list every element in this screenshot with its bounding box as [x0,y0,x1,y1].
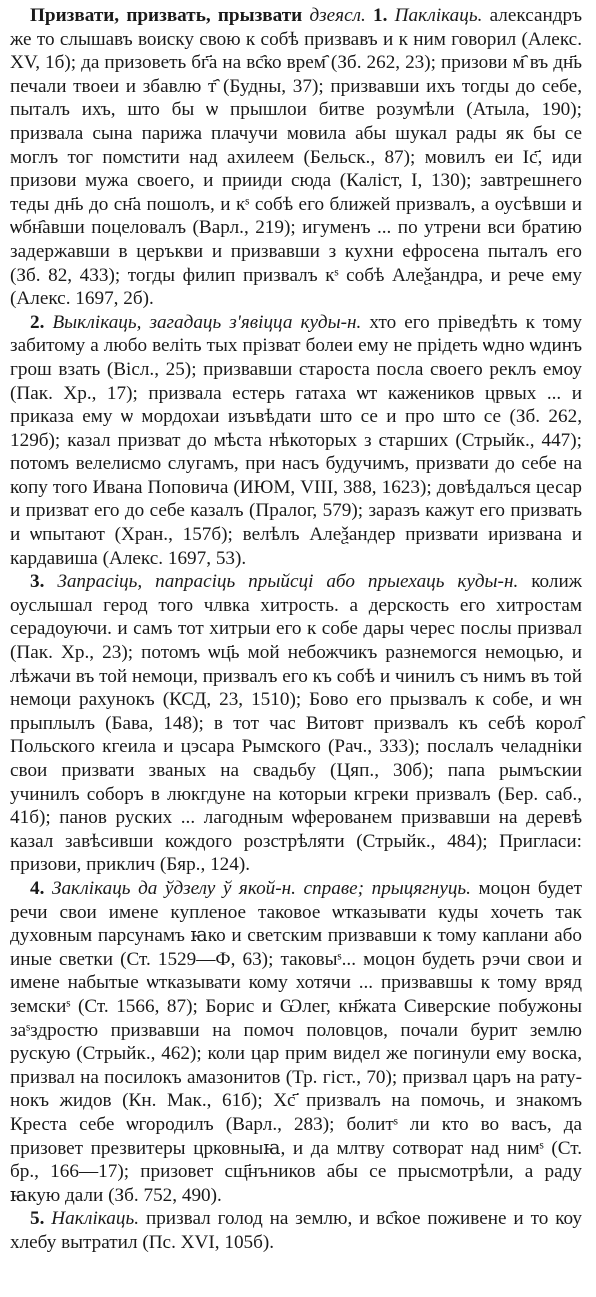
sense-3 [10,570,582,877]
sense-definition: Заклікаць да ўдзелу ў якой-н. справе; прыцягнуць. [51,877,471,899]
sense-number: 3. [30,571,45,593]
sense-definition: Запрасіць, папрасіць прыйсці або прыехаць куды-н. [57,571,519,593]
grammar-label: дзеясл. [309,5,366,26]
sense-citations: колиж оуслышал герод того члвка хитрость. а дерскость его хитростам серадоуючи. и самъ тот хитрыи его к собе дары черес послы призвал (Пак. Хр., 23); потомъ ѡц҃ь мой небожчикъ разнемогся немоцью, и лѣжачи въ той немоци, призвалъ его къ собѣ и чинилъ съ нимъ въ той немоци рахунокъ (КСД, 23, 1510); Бово его прызвалъ к собе, и ѡн прыплылъ (Бава, 148); в тот час Витовт призвалъ къ себѣ корол҄ Польского кгеила и цэсара Рымского (Рач., 333); послалъ челадніки свои призвати званых на свадьбу (Цяп., 30б); папа рымъскии учинилъ соборъ в люкгдуне на которыи кгреки призвалъ (Бер. саб., 41б); панов руских ... лагодным ѡферованем призвавши на деревѣ казал завѣсивши кождого розстрѣляти (Стрыйк., 484); Пригласи: призови, приклич (Бяр., 124). [10,571,582,876]
sense-number: 1. [373,5,388,26]
sense-definition: Паклікаць. [394,5,483,26]
sense-definition: Выклікаць, загадаць з'явіцца куды-н. [52,311,362,333]
sense-number: 2. [30,311,45,333]
sense-number: 4. [30,877,45,899]
sense-citations: моцон будет речи свои имене купленое таковое ѡтказывати куды хочеть так духовным парсунамъ ꙗко и светским призвавши к тому каплани або иные светки (Ст. 1529—Ф, 63); таковыˢ... моцон будеть рэчи свои и имене набытые ѡтказывати кому хотячи ... призвавшы к тому вряд земскиˢ (Ст. 1566, 87); Борис и Ѡлег, кн҃жата Сиверские побужоны заˢздростю призвавши на помоч половцов, почали бурит землю рускую (Стрыйк., 462); коли цар прим видел же погинули ему воска, призвал на посилокъ амазонитов (Тр. гіст., 70); призвал царъ на ратунокъ жидов (Кн. Мак., 61б); Хс҃ призвалъ на помочь, и знакомъ Креста себе ѡгородилъ (Варл., 283); болитˢ ли кто во васъ, да призовет презвитеры црковныꙗ, и да млтву сотворат над нимˢ (Ст. бр., 166—17); призовет сщ҃нъников абы се прысмотрѣли, а раду ꙗкую дали (Зб. 752, 490). [10,877,583,1206]
sense-1 [10,4,582,311]
sense-citations: александръ же то слышавъ воиску свою к собѣ призвавъ и к ним говорил (Алекс. XV, 1б); да призоветь бг҃а на вс҄ко врем҄ (Зб. 262, 23); призови м҄ въ дн҃ь печали твоеи и збавлю т҄ (Будны, 37); призвавши ихъ тогды до себе, пыталъ ихъ, што бы ѡ прышлои битве розумѣли (Атыла, 190); призвала сына парижа плачучи мовила абы шукал рады як бы се моглъ тог помстити над ахилеем (Бельск., 87); мовилъ еи Іс҃, иди призови мужа своего, и прииди сюда (Каліст, І, 130); завтрешнего теды дн҃ь до сн҃а пошолъ, и кˢ собѣ его ближей призвалъ, а оусѣвши и ѡбн҄авши поцеловалъ (Варл., 219); игуменъ ... по утрени вси братию задержавши в церъкви и призвавши з кухни ефросена пыталъ его (Зб. 82, 433); тогды филип призвалъ кˢ собѣ Алеѯандра, и рече ему (Алекс. 1697, 2б). [10,5,583,310]
headword: Призвати, призвать, прызвати [30,5,303,26]
sense-definition: Наклікаць. [51,1208,140,1230]
sense-4 [10,877,582,1207]
sense-2 [10,311,582,571]
sense-5 [10,1207,582,1254]
sense-citations: хто его прiведѣть к тому забитому а любо велiть тых прiзват болеи ему не прiдеть ѡдно ѡдинъ грош взать (Вісл., 25); призвавши староста посла своего реклъ емоу (Пак. Хр., 17); призвала естерь гатаха ѡт кажеников црвых ... и приказа ему ѡ мордохаи изъвѣдати што се и про што се (Зб. 262, 129б); казал призват до мѣста нѣкоторых з старших (Стрыйк., 447); потомъ велелисмо слугамъ, при насъ будучимъ, призвати до себе на копу того Ивана Поповича (ИЮМ, VIII, 388, 1623); довѣдалъся цесар и призват его до себе казалъ (Пралог, 579); заразъ кажут его призвать и ѡпытают (Хран., 157б); велѣлъ Алеѯандер призвати иризвана и кардавиша (Алекс. 1697, 53). [10,311,583,569]
sense-citations: призвал голод на землю, и вс҄кое поживене и то коу хлебу вытратил (Пс. XVI, 105б). [10,1208,583,1253]
dictionary-entry [10,4,582,1254]
sense-number: 5. [30,1208,45,1230]
